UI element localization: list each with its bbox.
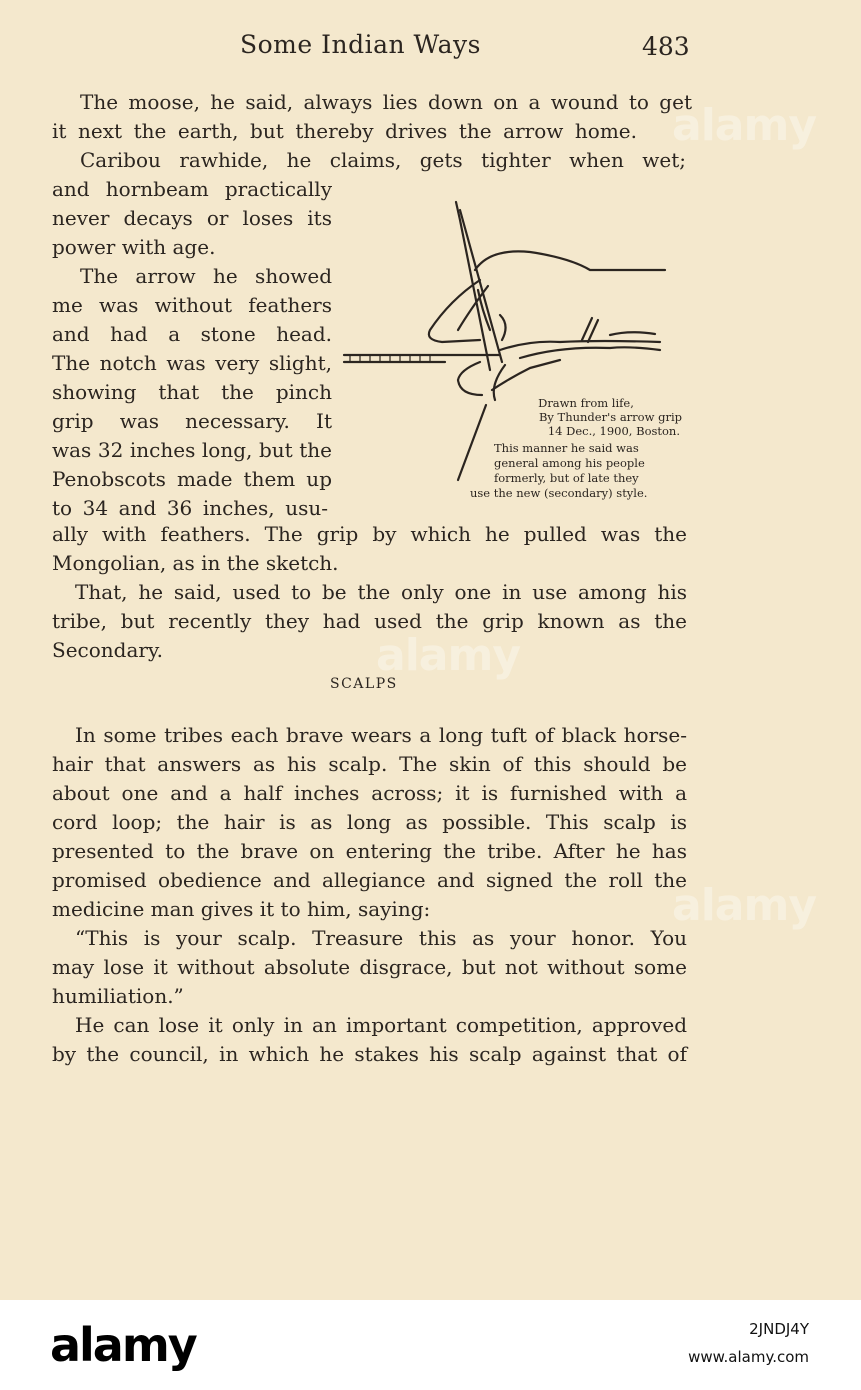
section-line: by the council, in which he stakes his scalp against that of xyxy=(52,1042,687,1066)
figure-caption-line: 14 Dec., 1900, Boston. xyxy=(547,424,680,438)
body-line: power with age. xyxy=(52,235,216,259)
section-line: In some tribes each brave wears a long tuft of black horse- xyxy=(75,723,687,747)
section-line: promised obedience and allegiance and signed the roll the xyxy=(52,868,687,892)
body-line: The arrow he showed xyxy=(80,264,332,288)
watermark-text: alamy xyxy=(672,100,816,151)
body-line: to 34 and 36 inches, usu- xyxy=(52,496,328,520)
body-line: Penobscots made them up xyxy=(52,467,332,491)
figure-caption-line: general among his people xyxy=(494,456,645,470)
section-line: presented to the brave on entering the tribe. After he has xyxy=(52,839,687,863)
body-line: and hornbeam practically xyxy=(52,177,332,201)
alamy-logo: alamy xyxy=(50,1318,196,1372)
page-number: 483 xyxy=(642,32,690,61)
watermark-text: alamy xyxy=(376,630,520,681)
image-id: 2JNDJ4Y xyxy=(749,1320,809,1338)
section-line: may lose it without absolute disgrace, but not without some xyxy=(52,955,687,979)
section-line: humiliation.” xyxy=(52,984,184,1008)
section-line: “This is your scalp. Treasure this as your honor. You xyxy=(75,926,687,950)
body-line: Secondary. xyxy=(52,638,163,662)
figure-caption-line: formerly, but of late they xyxy=(494,471,639,485)
figure-caption-line: By Thunder's arrow grip xyxy=(538,410,682,424)
watermark-text: alamy xyxy=(672,880,816,931)
body-line: tribe, but recently they had used the grip known as the xyxy=(52,609,687,633)
figure-caption-line: This manner he said was xyxy=(494,441,639,455)
body-line: it next the earth, but thereby drives the arrow home. xyxy=(52,119,637,143)
body-line: Caribou rawhide, he claims, gets tighter when wet; xyxy=(80,148,686,172)
figure-caption-line: use the new (secondary) style. xyxy=(470,486,648,500)
body-line: me was without feathers xyxy=(52,293,332,317)
running-header-title: Some Indian Ways xyxy=(240,30,481,59)
section-heading: SCALPS xyxy=(330,676,398,692)
stock-photo-footer xyxy=(0,1300,861,1390)
site-url: www.alamy.com xyxy=(688,1348,809,1366)
body-line: The notch was very slight, xyxy=(52,351,332,375)
body-line: The moose, he said, always lies down on a wound to get xyxy=(80,90,692,114)
section-line: He can lose it only in an important competition, approved xyxy=(75,1013,687,1037)
section-line: hair that answers as his scalp. The skin of this should be xyxy=(52,752,687,776)
body-line: showing that the pinch xyxy=(52,380,332,404)
section-line: medicine man gives it to him, saying: xyxy=(52,897,431,921)
body-line: ally with feathers. The grip by which he pulled was the xyxy=(52,522,687,546)
body-line: That, he said, used to be the only one in use among his xyxy=(75,580,687,604)
section-line: about one and a half inches across; it is furnished with a xyxy=(52,781,687,805)
body-line: grip was necessary. It xyxy=(52,409,332,433)
figure-caption-line: Drawn from life, xyxy=(538,396,634,410)
body-line: and had a stone head. xyxy=(52,322,332,346)
section-line: cord loop; the hair is as long as possible. This scalp is xyxy=(52,810,687,834)
body-line: was 32 inches long, but the xyxy=(52,438,332,462)
body-line: Mongolian, as in the sketch. xyxy=(52,551,339,575)
body-line: never decays or loses its xyxy=(52,206,332,230)
